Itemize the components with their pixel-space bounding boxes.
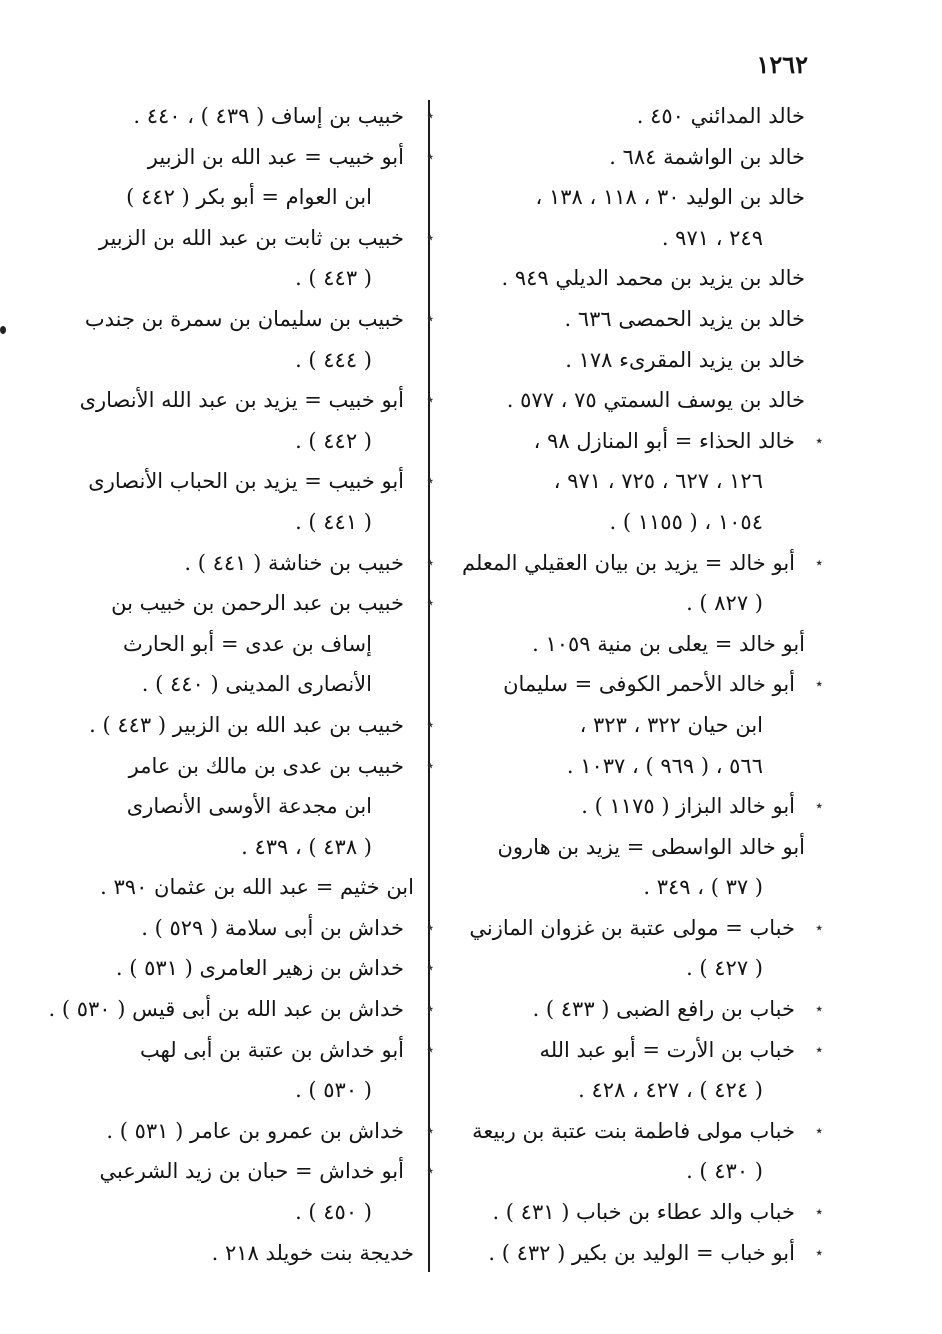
index-entry <box>48 989 434 1030</box>
entry-text: خباب مولى فاطمة بنت عتبة بن ربيعة <box>472 1118 795 1143</box>
entry-text: خداش بن أبى سلامة ( ٥٢٩ ) . <box>141 915 404 940</box>
entry-text: ( ٤٤٣ ) . <box>295 266 372 291</box>
entry-text: أبو خالد = يعلى بن منية ١٠٥٩ . <box>532 631 805 656</box>
index-entry <box>52 1030 434 1071</box>
entry-text: خديجة بنت خويلد ٢١٨ . <box>211 1240 414 1265</box>
entry-text: خالد الحذاء = أبو المنازل ٩٨ ، <box>533 428 795 453</box>
entry-star-marker: ٭ <box>815 432 823 449</box>
index-entry-continuation <box>450 746 805 787</box>
entry-text: خالد بن يزيد الحمصى ٦٣٦ . <box>564 306 805 331</box>
entry-star-marker: ٭ <box>426 1041 434 1058</box>
index-entry <box>52 218 434 259</box>
index-entry <box>450 258 805 299</box>
index-entry <box>52 137 434 178</box>
entry-text: خبيب بن ثابت بن عبد الله بن الزبير <box>98 225 404 250</box>
index-entry-continuation <box>450 948 805 989</box>
entry-text: خالد بن يزيد المقرىء ١٧٨ . <box>565 347 805 372</box>
entry-star-marker: ٭ <box>426 757 434 774</box>
index-entry-continuation <box>52 1192 414 1233</box>
entry-text: ( ٤٢٤ ) ، ٤٢٧ ، ٤٢٨ . <box>578 1078 763 1103</box>
index-entry-continuation <box>450 1070 805 1111</box>
index-entry-continuation <box>52 177 414 218</box>
index-entry-continuation <box>52 258 414 299</box>
entry-text: أبو خداش بن عتبة بن أبى لهب <box>139 1037 404 1062</box>
entry-star-marker: ٭ <box>426 108 434 124</box>
index-entry-continuation <box>450 218 805 259</box>
entry-text: ( ٤٤٢ ) . <box>295 428 372 453</box>
entry-text: ( ٤٣٠ ) . <box>686 1159 763 1184</box>
entry-text: أبو خبيب = يزيد بن الحباب الأنصارى <box>88 469 404 494</box>
index-entry <box>450 177 805 218</box>
entry-text: ( ٣٧ ) ، ٣٤٩ . <box>643 875 763 900</box>
entry-text: خبيب بن إساف ( ٤٣٩ ) ، ٤٤٠ . <box>133 104 404 128</box>
entry-text: خبيب بن عبد الرحمن بن خبيب بن <box>111 591 404 616</box>
index-entry <box>450 1192 823 1233</box>
entry-text: أبو خالد = يزيد بن بيان العقيلي المعلم <box>462 550 795 575</box>
entry-text: الأنصارى المدينى ( ٤٤٠ ) . <box>141 672 372 697</box>
index-entry <box>52 1151 434 1192</box>
entry-text: أبو خبيب = يزيد بن عبد الله الأنصارى <box>79 388 404 413</box>
entry-text: أبو خباب = الوليد بن بكير ( ٤٣٢ ) . <box>488 1240 795 1265</box>
entry-text: خبيب بن خناشة ( ٤٤١ ) . <box>184 550 404 575</box>
index-entry <box>450 543 823 584</box>
entry-star-marker: ٭ <box>815 676 823 693</box>
index-entry-continuation <box>52 786 414 827</box>
entry-text: خباب والد عطاء بن خباب ( ٤٣١ ) . <box>492 1200 795 1225</box>
entry-text: ابن خثيم = عبد الله بن عثمان ٣٩٠ . <box>100 875 414 900</box>
entry-text: خداش بن زهير العامرى ( ٥٣١ ) . <box>115 956 404 981</box>
entry-text: خباب بن الأرت = أبو عبد الله <box>539 1037 795 1062</box>
index-entry <box>450 380 805 421</box>
entry-text: ( ٥٣٠ ) . <box>295 1078 372 1103</box>
entry-star-marker: ٭ <box>426 960 434 977</box>
index-entry-continuation <box>450 583 805 624</box>
index-column-right <box>450 96 823 1286</box>
entry-text: ( ٤٤٤ ) . <box>295 347 372 372</box>
index-entry-continuation <box>52 340 414 381</box>
index-entry <box>450 1233 823 1274</box>
entry-text: أبو خالد الواسطى = يزيد بن هارون <box>497 834 805 859</box>
page-number: ١٢٦٢ <box>756 50 808 79</box>
index-entry-continuation <box>52 624 414 665</box>
index-entry <box>450 1111 823 1152</box>
entry-text: خبيب بن عدى بن مالك بن عامر <box>128 753 404 778</box>
entry-text: ( ٤٤١ ) . <box>295 509 372 534</box>
index-entry <box>52 583 434 624</box>
entry-star-marker: ٭ <box>815 1001 823 1018</box>
entry-text: إساف بن عدى = أبو الحارث <box>122 631 372 656</box>
entry-text: أبو خداش = حبان بن زيد الشرعبي <box>99 1159 404 1184</box>
entry-text: ( ٤٣٨ ) ، ٤٣٩ . <box>241 834 372 859</box>
entry-text: أبو خالد الأحمر الكوفى = سليمان <box>503 672 795 697</box>
entry-text: خالد المدائني ٤٥٠ . <box>636 104 805 128</box>
entry-text: ابن حيان ٣٢٢ ، ٣٢٣ ، <box>579 712 763 737</box>
index-entry <box>450 624 805 665</box>
index-entry <box>52 908 434 949</box>
index-entry-continuation <box>450 867 805 908</box>
index-column-left <box>48 96 434 1286</box>
entry-star-marker: ٭ <box>426 919 434 936</box>
index-entry <box>450 137 805 178</box>
index-entry <box>52 746 434 787</box>
index-entry-continuation <box>52 664 414 705</box>
entry-text: أبو خالد البزاز ( ١١٧٥ ) . <box>581 794 795 819</box>
index-entry <box>450 908 823 949</box>
index-entry <box>450 340 805 381</box>
entry-text: ( ٤٥٠ ) . <box>295 1200 372 1225</box>
entry-star-marker: ٭ <box>426 1001 434 1018</box>
entry-text: خباب بن رافع الضبى ( ٤٣٣ ) . <box>532 997 795 1022</box>
entry-text: ٢٤٩ ، ٩٧١ . <box>661 225 763 250</box>
entry-star-marker: ٭ <box>815 1122 823 1139</box>
index-entry <box>52 867 414 908</box>
entry-star-marker: ٭ <box>815 1041 823 1058</box>
entry-star-marker: ٭ <box>815 1204 823 1221</box>
entry-text: ( ٤٢٧ ) . <box>686 956 763 981</box>
index-entry <box>52 96 434 137</box>
entry-star-marker: ٭ <box>426 229 434 246</box>
entry-text: أبو خبيب = عبد الله بن الزبير <box>147 144 404 169</box>
index-entry <box>450 96 805 137</box>
entry-star-marker: ٭ <box>426 473 434 490</box>
index-entry <box>52 1233 414 1274</box>
index-entry <box>52 948 434 989</box>
entry-text: ١٠٥٤ ، ( ١١٥٥ ) . <box>609 509 763 534</box>
index-entry <box>450 421 823 462</box>
index-entry <box>450 786 823 827</box>
entry-text: خالد بن يوسف السمتي ٧٥ ، ٥٧٧ . <box>506 388 805 413</box>
index-entry-continuation <box>52 502 414 543</box>
margin-speck <box>0 326 6 334</box>
entry-text: خباب = مولى عتبة بن غزوان المازني <box>469 915 795 940</box>
entry-star-marker: ٭ <box>426 392 434 409</box>
index-entry-continuation <box>450 502 805 543</box>
index-entry <box>52 543 434 584</box>
entry-text: خالد بن الوليد ٣٠ ، ١١٨ ، ١٣٨ ، <box>535 185 805 210</box>
index-entry <box>450 664 823 705</box>
index-entry <box>450 299 805 340</box>
index-entry-continuation <box>450 705 805 746</box>
entry-text: خبيب بن سليمان بن سمرة بن جندب <box>84 306 404 331</box>
entry-text: ١٢٦ ، ٦٢٧ ، ٧٢٥ ، ٩٧١ ، <box>553 469 763 494</box>
entry-star-marker: ٭ <box>815 798 823 815</box>
entry-star-marker: ٭ <box>426 716 434 733</box>
index-entry <box>52 1111 434 1152</box>
index-entry <box>52 380 434 421</box>
entry-star-marker: ٭ <box>815 1244 823 1261</box>
column-divider <box>428 100 430 1272</box>
index-entry-continuation <box>52 1070 414 1111</box>
entry-text: ابن العوام = أبو بكر ( ٤٤٢ ) <box>126 185 372 210</box>
index-entry <box>450 827 805 868</box>
index-entry <box>52 461 434 502</box>
entry-text: ٥٦٦ ، ( ٩٦٩ ) ، ١٠٣٧ . <box>566 753 763 778</box>
index-entry-continuation <box>450 1151 805 1192</box>
entry-star-marker: ٭ <box>815 919 823 936</box>
entry-text: خداش بن عمرو بن عامر ( ٥٣١ ) . <box>106 1118 404 1143</box>
entry-star-marker: ٭ <box>426 1122 434 1139</box>
index-entry <box>52 299 434 340</box>
entry-text: خالد بن الواشمة ٦٨٤ . <box>609 144 805 169</box>
index-entry-continuation <box>52 421 414 462</box>
entry-text: ( ٨٢٧ ) . <box>686 591 763 616</box>
entry-star-marker: ٭ <box>426 554 434 571</box>
entry-star-marker: ٭ <box>426 1163 434 1180</box>
index-entry <box>450 1030 823 1071</box>
entry-text: خالد بن يزيد بن محمد الديلي ٩٤٩ . <box>501 266 805 291</box>
index-entry <box>450 989 823 1030</box>
index-entry-continuation <box>450 461 805 502</box>
index-entry <box>52 705 434 746</box>
entry-star-marker: ٭ <box>815 554 823 571</box>
entry-text: ابن مجدعة الأوسى الأنصارى <box>126 794 372 819</box>
entry-star-marker: ٭ <box>426 310 434 327</box>
entry-text: خبيب بن عبد الله بن الزبير ( ٤٤٣ ) . <box>89 712 404 737</box>
entry-star-marker: ٭ <box>426 148 434 165</box>
entry-star-marker: ٭ <box>426 595 434 612</box>
index-entry-continuation <box>52 827 414 868</box>
entry-text: خداش بن عبد الله بن أبى قيس ( ٥٣٠ ) . <box>48 997 404 1022</box>
